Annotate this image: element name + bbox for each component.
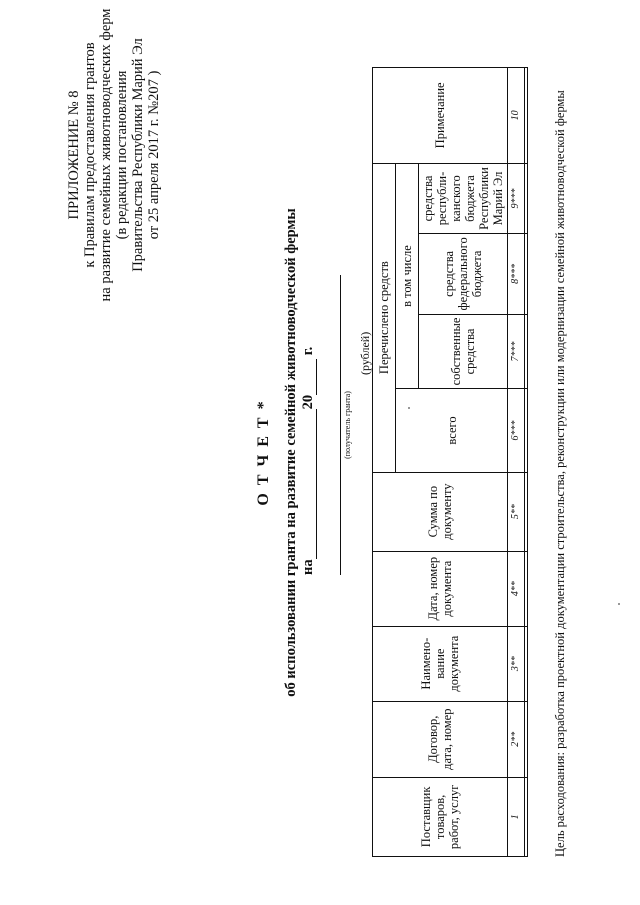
report-title: О Т Ч Е Т *: [255, 399, 272, 506]
column-number: 6***: [508, 389, 525, 472]
header-doc-sum: Сумма по документу: [373, 472, 508, 551]
header-contract: Договор, дата, номер: [373, 701, 508, 777]
column-number: 8***: [508, 234, 525, 314]
column-number: 9***: [508, 163, 525, 234]
scan-speck: [618, 603, 620, 605]
header-total: всего: [396, 389, 508, 472]
header-own-funds: собственные средства: [419, 314, 508, 389]
header-doc-date: Дата, номер документа: [373, 551, 508, 626]
appendix-header: [66, 5, 162, 305]
column-number: 4**: [508, 551, 525, 626]
header-including: в том числе: [396, 163, 419, 389]
header-republic-funds: средства республи-канского бюджета Республики Марий Эл: [419, 163, 508, 234]
year-blank: [302, 359, 317, 395]
appendix-line: Правительства Республики Марий Эл: [130, 38, 146, 272]
column-number: 10: [508, 68, 525, 164]
period-suffix: г.: [300, 346, 316, 356]
appendix-line: к Правилам предоставления грантов: [82, 42, 98, 268]
report-title-block: [255, 0, 300, 905]
column-number: 2**: [508, 701, 525, 777]
header-supplier: Поставщик товаров, работ, услуг: [373, 777, 508, 856]
recipient-line: [340, 275, 341, 575]
appendix-date-line: от 25 апреля 2017 г. №207 ): [146, 70, 162, 240]
header-transferred: Перечислено средств: [373, 163, 396, 472]
header-federal-funds: средства федерального бюджета: [419, 234, 508, 314]
appendix-line: на развитие семейных животноводческих ферм: [98, 8, 114, 302]
header-doc-name: Наимено-вание документа: [373, 626, 508, 701]
period-blank: [302, 409, 317, 559]
scan-speck: [408, 407, 410, 409]
appendix-line: (в редакции постановления: [114, 70, 130, 240]
column-number: 5**: [508, 472, 525, 551]
period-prefix: на: [300, 559, 316, 575]
empty-data-row: [525, 68, 528, 857]
units-label: (рублей): [358, 331, 372, 375]
column-number-row: [508, 68, 525, 857]
column-number: 7***: [508, 314, 525, 389]
report-period-line: [300, 347, 317, 575]
period-year-prefix: 20: [300, 394, 316, 410]
column-number: 3**: [508, 626, 525, 701]
column-number: 1: [508, 777, 525, 856]
report-table: [372, 67, 528, 857]
appendix-number: ПРИЛОЖЕНИЕ № 8: [66, 90, 82, 220]
goal-text: разработка проектной документации строительства, реконструкции или модернизации семейной животноводческой фермы: [553, 90, 567, 749]
spending-goal: [552, 67, 568, 857]
goal-label: Цель расходования:: [553, 752, 567, 857]
header-note: Примечание: [373, 68, 508, 164]
recipient-caption: (получатель гранта): [343, 391, 352, 459]
report-subtitle: об использовании гранта на развитие семейной животноводческой фермы: [283, 208, 299, 697]
